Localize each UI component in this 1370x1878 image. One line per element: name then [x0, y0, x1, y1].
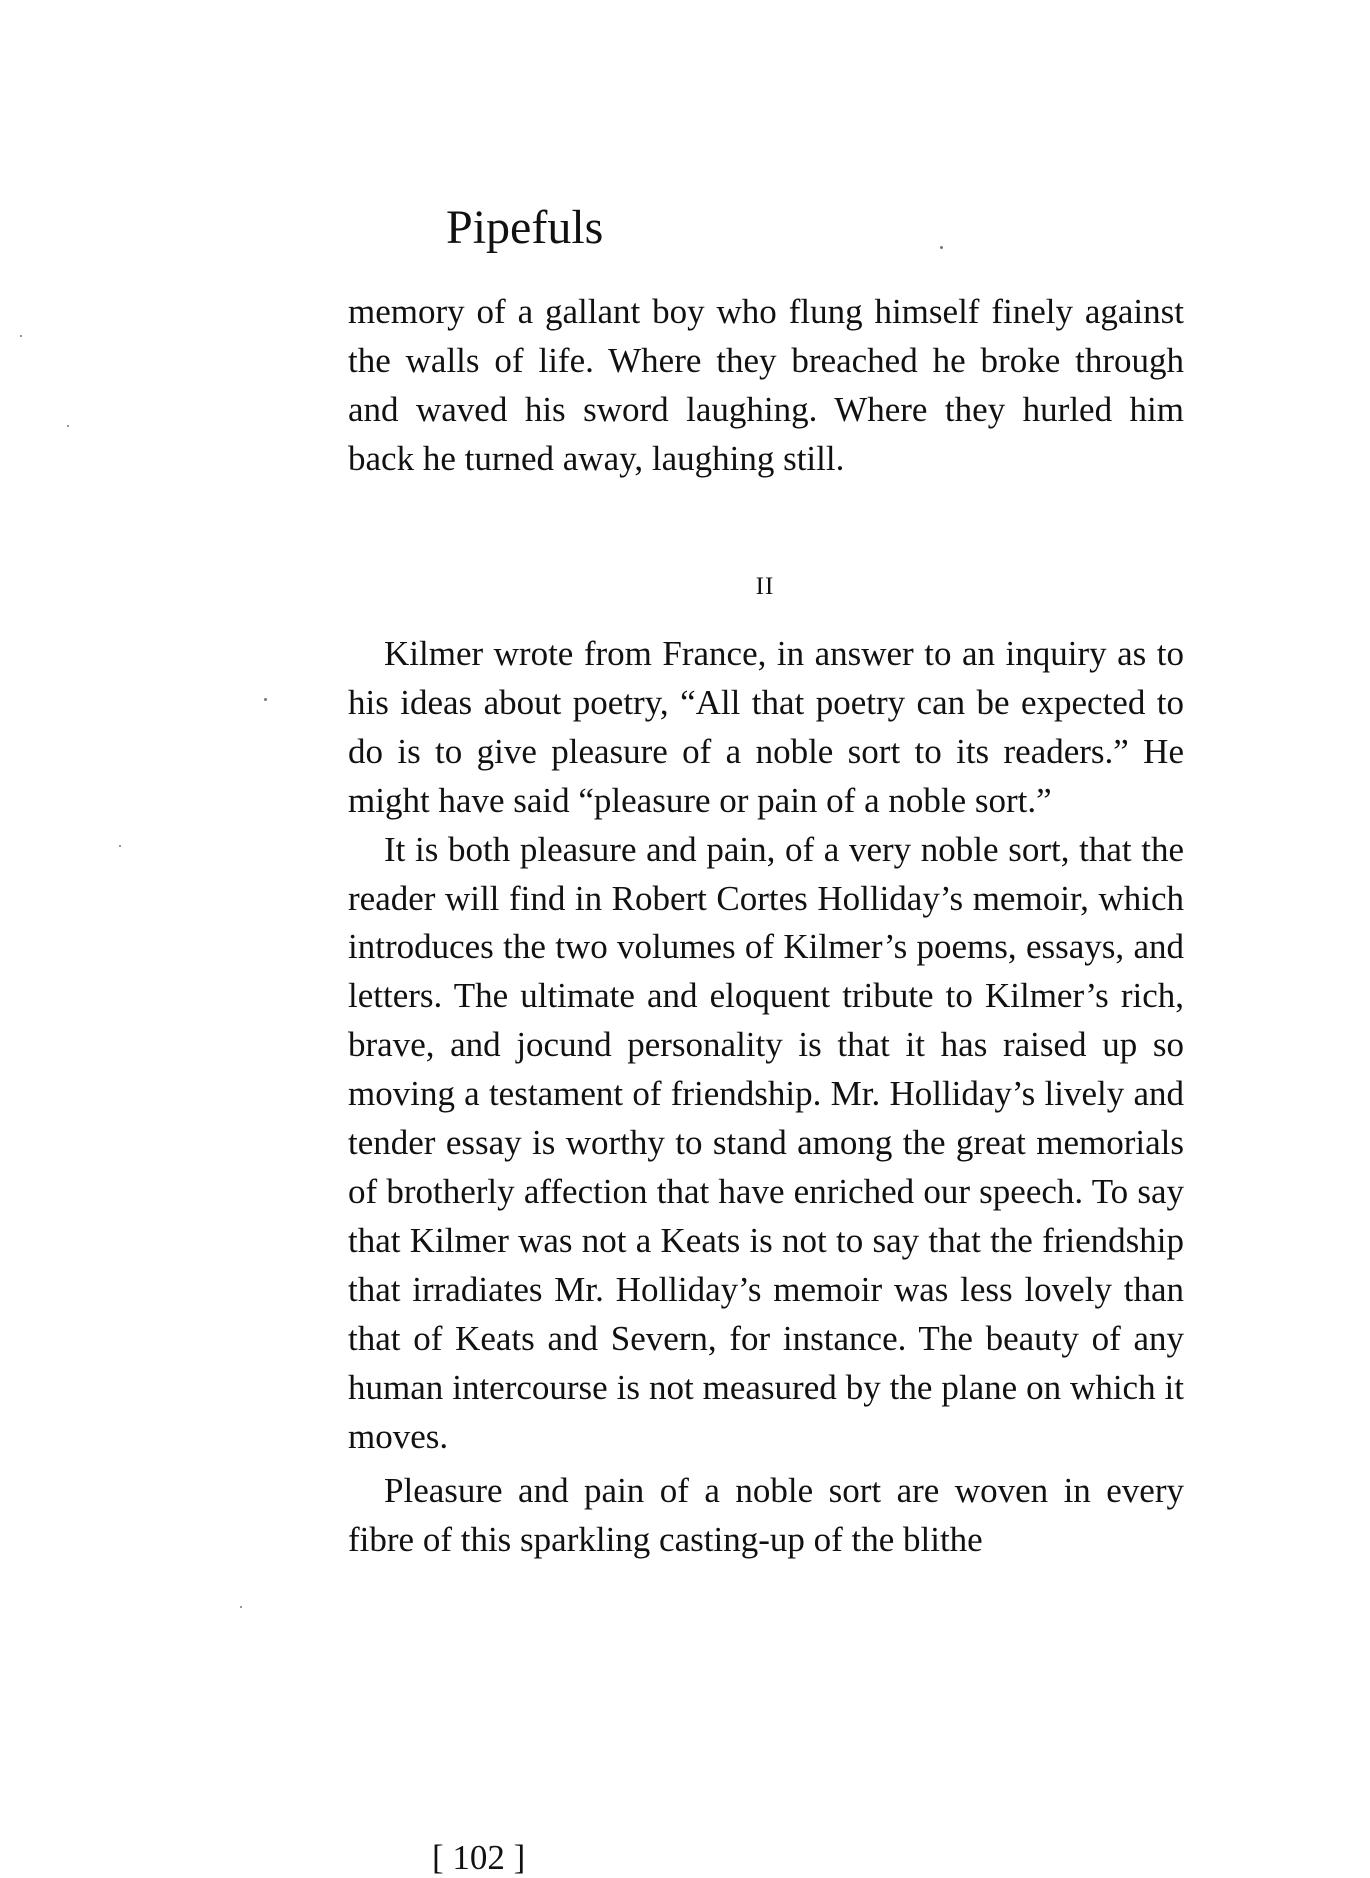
- scan-speck: [119, 845, 121, 847]
- opening-text: [348, 288, 1184, 484]
- running-head: Pipefuls: [446, 201, 604, 254]
- scan-speck: [20, 335, 22, 337]
- paragraph: It is both pleasure and pain, of a very noble sort, that the reader will find in Robert Cortes Holliday’s memoir, which introduces the two volumes of Kilmer’s poems, essays, and letters. The ultimate and eloquent tribute to Kilmer’s rich, brave, and jocund personality is that it has raised up so moving a testament of friendship. Mr. Holliday’s lively and tender essay is worthy to stand among the great memorials of brotherly affection that have enriched our speech. To say that Kilmer was not a Keats is not to say that the friendship that irradiates Mr. Holliday’s memoir was less lovely than that of Keats and Severn, for instance. The beauty of any human intercourse is not measured by the plane on which it moves.: [348, 829, 1184, 1456]
- paragraph: Pleasure and pain of a noble sort are woven in every fibre of this sparkling casting-up of the blithe: [348, 1471, 1184, 1560]
- paragraph: Kilmer wrote from France, in answer to an inquiry as to his ideas about poetry, “All that poetry can be expected to do is to give pleasure of a noble sort to its readers.” He might have said “pleasure or pain of a noble sort.”: [348, 634, 1184, 820]
- paragraph: memory of a gallant boy who flung himself finely against the walls of life. Where they breached he broke through and waved his sword laughing. Where they hurled him back he turned away, laughing still.: [348, 292, 1184, 478]
- section-text: [348, 630, 1184, 1565]
- scan-speck: [264, 698, 267, 701]
- section-number: II: [755, 573, 775, 600]
- scan-speck: [67, 425, 69, 427]
- scan-speck: [940, 246, 943, 249]
- scan-speck: [240, 1606, 242, 1608]
- page-number: [ 102 ]: [432, 1838, 526, 1877]
